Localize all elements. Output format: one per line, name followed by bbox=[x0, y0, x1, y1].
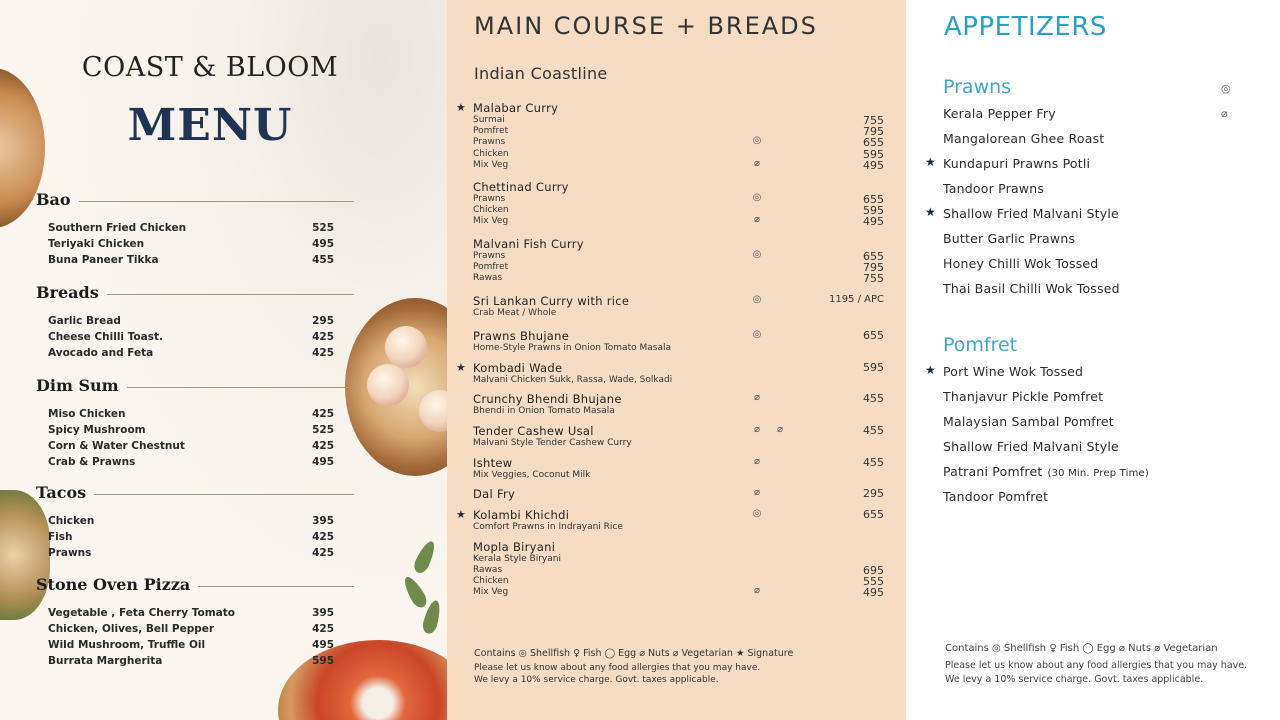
appetizer-item bbox=[943, 414, 1114, 429]
item-name: Butter Garlic Prawns bbox=[943, 231, 1076, 246]
item-name: Garlic Bread bbox=[48, 315, 121, 327]
item-name: Mangalorean Ghee Roast bbox=[943, 131, 1105, 146]
dish-description: Bhendi in Onion Tomato Masala bbox=[473, 406, 615, 416]
variant-name: Prawns bbox=[473, 137, 506, 148]
item-name: Thai Basil Chilli Wok Tossed bbox=[943, 281, 1120, 296]
appetizers-panel bbox=[906, 0, 1280, 720]
signature-star-icon: ★ bbox=[456, 361, 466, 374]
signature-star-icon: ★ bbox=[456, 101, 466, 114]
section-divider bbox=[107, 294, 354, 295]
vegetarian-icon: ⌀ bbox=[753, 214, 761, 226]
dish-name: Prawns Bhujane bbox=[473, 329, 570, 343]
menu-item bbox=[48, 531, 334, 543]
menu-item bbox=[48, 655, 334, 667]
appetizer-item bbox=[943, 464, 1149, 479]
item-price: 395 bbox=[312, 515, 334, 527]
item-price: 425 bbox=[312, 331, 334, 343]
item-name: Wild Mushroom, Truffle Oil bbox=[48, 639, 206, 651]
variant-name: Chicken bbox=[473, 148, 509, 159]
menu-item bbox=[48, 408, 334, 420]
item-name: Prawns bbox=[48, 547, 92, 559]
variant-name: Mix Veg bbox=[473, 587, 509, 598]
menu-item bbox=[48, 547, 334, 559]
signature-star-icon: ★ bbox=[925, 363, 936, 377]
variant-name: Prawns bbox=[473, 194, 506, 204]
item-name: Shallow Fried Malvani Style bbox=[943, 206, 1119, 221]
variant-name: Pomfret bbox=[473, 126, 509, 137]
item-price: 525 bbox=[312, 222, 334, 234]
item-price: 455 bbox=[312, 254, 334, 266]
item-name: Spicy Mushroom bbox=[48, 424, 146, 436]
item-price: 295 bbox=[312, 315, 334, 327]
signature-star-icon: ★ bbox=[456, 508, 466, 521]
item-name: Fish bbox=[48, 531, 73, 543]
section-header-breads bbox=[36, 283, 354, 302]
section-header-dim-sum bbox=[36, 376, 354, 395]
variant-name: Rawas bbox=[473, 273, 503, 284]
item-price: 425 bbox=[312, 547, 334, 559]
section-divider bbox=[79, 201, 354, 202]
dimsum-basket-image bbox=[345, 298, 447, 476]
item-name: Port Wine Wok Tossed bbox=[943, 364, 1084, 379]
variant-name: Mix Veg bbox=[473, 159, 509, 170]
section-header-stone-oven-pizza bbox=[36, 575, 354, 594]
variant-price: 655 bbox=[863, 250, 884, 263]
item-name: Tandoor Pomfret bbox=[943, 489, 1049, 504]
section-title: Bao bbox=[36, 190, 71, 209]
appetizer-item bbox=[943, 231, 1075, 246]
menu-item bbox=[48, 623, 334, 635]
variant-price: 495 bbox=[863, 586, 884, 600]
variant-name: Pomfret bbox=[473, 262, 509, 273]
prep-time-note: (30 Min. Prep Time) bbox=[1047, 468, 1149, 479]
dish-price: 455 bbox=[863, 424, 884, 437]
allergy-note: Please let us know about any food allergies that you may have. bbox=[945, 660, 1248, 671]
vegetarian-icon: ⌀ bbox=[753, 487, 761, 498]
variant-price: 795 bbox=[863, 125, 884, 139]
dish-price: 455 bbox=[863, 456, 884, 469]
shellfish-icon: ◎ bbox=[752, 329, 762, 340]
menu-item bbox=[48, 347, 334, 359]
variant-price: 695 bbox=[863, 564, 884, 577]
shellfish-icon: ◎ bbox=[752, 135, 762, 147]
variant-price: 495 bbox=[863, 215, 884, 229]
main-course-panel bbox=[447, 0, 906, 720]
variant-price: 795 bbox=[863, 261, 884, 275]
section-title: Dim Sum bbox=[36, 376, 119, 395]
variant-name: Mix Veg bbox=[473, 216, 509, 227]
signature-star-icon: ★ bbox=[925, 155, 936, 169]
variant-price: 595 bbox=[863, 147, 884, 161]
appetizer-item bbox=[943, 489, 1048, 504]
dish-description: Comfort Prawns in Indrayani Rice bbox=[473, 522, 623, 532]
variant-name: Surmai bbox=[473, 115, 505, 125]
vegetarian-icon: ⌀ bbox=[753, 585, 761, 597]
menu-item bbox=[48, 254, 334, 266]
item-price: 525 bbox=[312, 424, 334, 436]
item-name: Crab & Prawns bbox=[48, 456, 136, 468]
dish-name: Ishtew bbox=[473, 456, 513, 470]
dish-description: Crab Meat / Whole bbox=[473, 308, 557, 318]
item-price: 495 bbox=[312, 639, 334, 651]
appetizer-item bbox=[943, 439, 1119, 454]
item-name: Shallow Fried Malvani Style bbox=[943, 439, 1119, 454]
dish-name: Kolambi Khichdi bbox=[473, 508, 570, 522]
variant-name: Prawns bbox=[473, 251, 506, 261]
section-header-tacos bbox=[36, 483, 354, 502]
dish-description: Malvani Style Tender Cashew Curry bbox=[473, 438, 632, 448]
item-name: Burrata Margherita bbox=[48, 655, 163, 667]
dish-name: Tender Cashew Usal bbox=[473, 424, 594, 438]
section-header-bao bbox=[36, 190, 354, 209]
prawns-category: Prawns bbox=[943, 76, 1012, 98]
dish-price: 655 bbox=[863, 508, 884, 521]
dish-name: Kombadi Wade bbox=[473, 361, 563, 375]
dish-name: Malvani Fish Curry bbox=[473, 237, 584, 251]
variant-price: 655 bbox=[863, 136, 884, 150]
appetizer-item bbox=[943, 364, 1083, 379]
menu-item bbox=[48, 639, 334, 651]
appetizer-item bbox=[943, 256, 1098, 271]
item-name: Miso Chicken bbox=[48, 408, 126, 420]
menu-item bbox=[48, 515, 334, 527]
appetizer-item bbox=[943, 389, 1103, 404]
signature-star-icon: ★ bbox=[925, 205, 936, 219]
appetizer-item bbox=[943, 106, 1056, 121]
menu-item bbox=[48, 315, 334, 327]
dish-description: Home-Style Prawns in Onion Tomato Masala bbox=[473, 343, 671, 353]
appetizer-item bbox=[943, 206, 1119, 221]
item-price: 495 bbox=[312, 238, 334, 250]
menu-item bbox=[48, 440, 334, 452]
left-menu-panel bbox=[0, 0, 447, 720]
item-price: 395 bbox=[312, 607, 334, 619]
vegetarian-icon: ⌀ bbox=[753, 456, 761, 467]
dish-price: 295 bbox=[863, 487, 884, 500]
section-divider bbox=[198, 586, 354, 587]
section-divider bbox=[127, 387, 354, 388]
dish-description: Malvani Chicken Sukk, Rassa, Wade, Solkadi bbox=[473, 375, 673, 385]
tacos-image bbox=[0, 490, 50, 620]
menu-item bbox=[48, 331, 334, 343]
item-name: Tandoor Prawns bbox=[943, 181, 1045, 196]
item-name: Southern Fried Chicken bbox=[48, 222, 187, 234]
vegetarian-icon: ⌀ bbox=[1221, 107, 1228, 120]
service-charge-note: We levy a 10% service charge. Govt. taxes applicable. bbox=[945, 674, 1204, 685]
appetizer-item bbox=[943, 131, 1104, 146]
dish-name: Sri Lankan Curry with rice bbox=[473, 294, 630, 308]
item-price: 425 bbox=[312, 408, 334, 420]
item-name: Buna Paneer Tikka bbox=[48, 254, 159, 266]
pizza-image bbox=[278, 640, 447, 720]
variant-name: Chicken bbox=[473, 576, 509, 587]
shellfish-icon: ◎ bbox=[752, 294, 762, 305]
variant-price: 595 bbox=[863, 204, 884, 218]
vegetarian-icon: ⌀ bbox=[753, 424, 761, 435]
appetizer-item bbox=[943, 181, 1044, 196]
item-name: Patrani Pomfret bbox=[943, 464, 1043, 479]
item-price: 495 bbox=[312, 456, 334, 468]
appetizers-title: APPETIZERS bbox=[944, 12, 1107, 42]
item-name: Corn & Water Chestnut bbox=[48, 440, 185, 452]
shellfish-icon: ◎ bbox=[752, 249, 762, 260]
dumpling-image bbox=[419, 390, 447, 432]
item-name: Thanjavur Pickle Pomfret bbox=[943, 389, 1104, 404]
variant-name: Rawas bbox=[473, 565, 503, 575]
item-price: 425 bbox=[312, 440, 334, 452]
vegetarian-icon: ⌀ bbox=[753, 392, 761, 403]
item-price: 595 bbox=[312, 655, 334, 667]
shellfish-icon: ◎ bbox=[1221, 82, 1231, 95]
dumpling-image bbox=[385, 326, 427, 368]
section-title: Tacos bbox=[36, 483, 87, 502]
variant-price: 655 bbox=[863, 193, 884, 206]
allergy-note: Please let us know about any food allergies that you may have. bbox=[474, 663, 761, 673]
dish-price: 655 bbox=[863, 329, 884, 342]
dish-price: 455 bbox=[863, 392, 884, 405]
allergen-legend: Contains ◎ Shellfish ♀ Fish ◯ Egg ⌀ Nuts ⌀ Vegetarian ★ Signature bbox=[474, 648, 794, 659]
item-price: 425 bbox=[312, 623, 334, 635]
shellfish-icon: ◎ bbox=[752, 508, 762, 519]
dumpling-image bbox=[367, 364, 409, 406]
menu-item bbox=[48, 238, 334, 250]
menu-item bbox=[48, 607, 334, 619]
item-price: 425 bbox=[312, 347, 334, 359]
main-course-subtitle: Indian Coastline bbox=[474, 64, 608, 83]
vegetarian-icon: ⌀ bbox=[753, 157, 761, 169]
leaf-decoration bbox=[411, 539, 438, 576]
service-charge-note: We levy a 10% service charge. Govt. taxes applicable. bbox=[474, 675, 719, 685]
nuts-icon: ⌀ bbox=[776, 424, 784, 435]
dish-price: 1195 / APC bbox=[828, 294, 884, 305]
dish-description: Kerala Style Biryani bbox=[473, 554, 561, 564]
dish-name: Mopla Biryani bbox=[473, 540, 556, 554]
shellfish-icon: ◎ bbox=[752, 192, 762, 203]
dish-name: Dal Fry bbox=[473, 487, 516, 501]
brand-name: COAST & BLOOM bbox=[81, 52, 339, 83]
item-name: Honey Chilli Wok Tossed bbox=[943, 256, 1099, 271]
pomfret-category: Pomfret bbox=[943, 334, 1018, 356]
variant-price: 555 bbox=[863, 575, 884, 589]
item-name: Chicken bbox=[48, 515, 95, 527]
variant-price: 755 bbox=[863, 272, 884, 286]
variant-price: 755 bbox=[863, 114, 884, 127]
dish-name: Malabar Curry bbox=[473, 101, 559, 115]
item-name: Chicken, Olives, Bell Pepper bbox=[48, 623, 215, 635]
appetizer-item bbox=[943, 281, 1120, 296]
appetizer-item bbox=[943, 156, 1090, 171]
section-divider bbox=[94, 494, 354, 495]
item-name: Malaysian Sambal Pomfret bbox=[943, 414, 1114, 429]
item-price: 425 bbox=[312, 531, 334, 543]
dish-description: Mix Veggies, Coconut Milk bbox=[473, 470, 591, 480]
item-name: Kerala Pepper Fry bbox=[943, 106, 1056, 121]
variant-price: 495 bbox=[863, 158, 884, 172]
menu-item bbox=[48, 222, 334, 234]
variant-name: Chicken bbox=[473, 205, 509, 216]
item-name: Kundapuri Prawns Potli bbox=[943, 156, 1091, 171]
item-name: Avocado and Feta bbox=[48, 347, 154, 359]
section-title: Stone Oven Pizza bbox=[36, 575, 191, 594]
section-title: Breads bbox=[36, 283, 99, 302]
menu-item bbox=[48, 456, 334, 468]
leaf-decoration bbox=[400, 574, 429, 610]
menu-item bbox=[48, 424, 334, 436]
item-name: Cheese Chilli Toast. bbox=[48, 331, 164, 343]
menu-title: MENU bbox=[127, 100, 293, 151]
dish-name: Crunchy Bhendi Bhujane bbox=[473, 392, 622, 406]
main-course-title: MAIN COURSE + BREADS bbox=[474, 12, 818, 40]
item-name: Teriyaki Chicken bbox=[48, 238, 145, 250]
allergen-legend: Contains ◎ Shellfish ♀ Fish ◯ Egg ⌀ Nuts ⌀ Vegetarian bbox=[945, 643, 1218, 654]
dish-name: Chettinad Curry bbox=[473, 180, 569, 194]
item-name: Vegetable , Feta Cherry Tomato bbox=[48, 607, 235, 619]
dish-price: 595 bbox=[863, 361, 884, 374]
